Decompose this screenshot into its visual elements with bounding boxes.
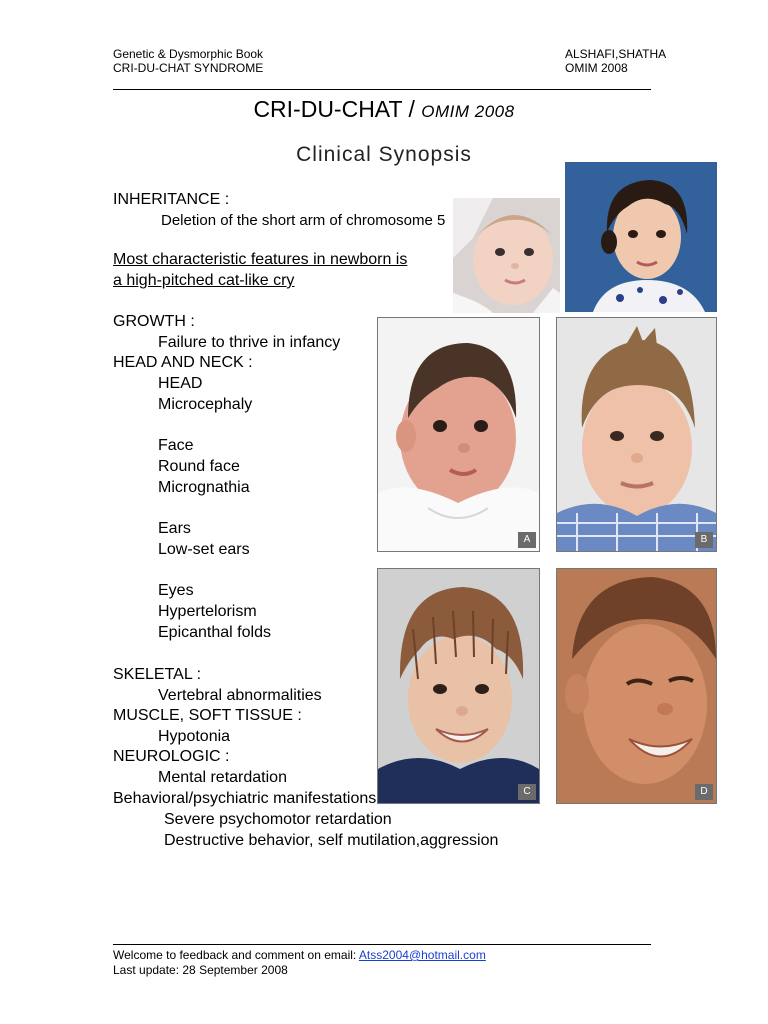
growth-text: Failure to thrive in infancy bbox=[158, 334, 341, 351]
last-update: Last update: 28 September 2008 bbox=[113, 963, 288, 977]
muscle-label: MUSCLE, SOFT TISSUE : bbox=[113, 707, 302, 724]
muscle-text: Hypotonia bbox=[158, 728, 231, 745]
skeletal-text: Vertebral abnormalities bbox=[158, 687, 322, 704]
book-title: Genetic & Dysmorphic Book bbox=[113, 47, 264, 61]
title-sub: OMIM 2008 bbox=[421, 102, 515, 121]
footer-feedback bbox=[113, 948, 486, 962]
head-neck-label: HEAD AND NECK : bbox=[113, 354, 253, 371]
patient-photo-b bbox=[556, 317, 717, 552]
synopsis-heading: Clinical Synopsis bbox=[296, 143, 472, 166]
baby-photo bbox=[453, 198, 560, 313]
omim-year: OMIM 2008 bbox=[565, 61, 628, 75]
skeletal-label: SKELETAL : bbox=[113, 666, 202, 683]
photo-tag-c: C bbox=[518, 784, 536, 800]
title-main: CRI-DU-CHAT / bbox=[253, 96, 422, 122]
patient-photo-d bbox=[556, 568, 717, 804]
patient-photo-c bbox=[377, 568, 540, 804]
growth-label: GROWTH : bbox=[113, 313, 195, 330]
ears-label: Ears bbox=[158, 520, 191, 537]
inheritance-text: Deletion of the short arm of chromosome 5 bbox=[161, 212, 446, 229]
photo-tag-d: D bbox=[695, 784, 713, 800]
inheritance-label: INHERITANCE : bbox=[113, 191, 230, 208]
toddler-photo bbox=[565, 162, 717, 312]
eyes-label: Eyes bbox=[158, 582, 194, 599]
head-label: HEAD bbox=[158, 375, 203, 392]
header-right bbox=[565, 47, 666, 75]
head-text: Microcephaly bbox=[158, 396, 253, 413]
face-label: Face bbox=[158, 437, 194, 454]
page-title bbox=[0, 96, 768, 123]
face-text-2: Micrognathia bbox=[158, 479, 250, 496]
behavioral-text-1: Severe psychomotor retardation bbox=[164, 811, 392, 828]
neuro-text: Mental retardation bbox=[158, 769, 287, 786]
footer-rule bbox=[113, 944, 651, 945]
patient-photo-a bbox=[377, 317, 540, 552]
face-text-1: Round face bbox=[158, 458, 240, 475]
photo-tag-b: B bbox=[695, 532, 713, 548]
photo-tag-a: A bbox=[518, 532, 536, 548]
characteristic-line-2: a high-pitched cat-like cry bbox=[113, 272, 295, 289]
eyes-text-2: Epicanthal folds bbox=[158, 624, 271, 641]
neuro-label: NEUROLOGIC : bbox=[113, 748, 230, 765]
behavioral-text-2: Destructive behavior, self mutilation,aggression bbox=[164, 832, 499, 849]
eyes-text-1: Hypertelorism bbox=[158, 603, 257, 620]
author-name: ALSHAFI,SHATHA bbox=[565, 47, 667, 61]
behavioral-label: Behavioral/psychiatric manifestations bbox=[113, 790, 377, 807]
characteristic-line-1: Most characteristic features in newborn is bbox=[113, 251, 408, 268]
header-rule bbox=[113, 89, 651, 90]
feedback-text: Welcome to feedback and comment on email: bbox=[113, 948, 359, 962]
ears-text: Low-set ears bbox=[158, 541, 250, 558]
header-left bbox=[113, 47, 263, 75]
email-link[interactable]: Atss2004@hotmail.com bbox=[358, 948, 486, 962]
chapter-title: CRI-DU-CHAT SYNDROME bbox=[113, 61, 264, 75]
